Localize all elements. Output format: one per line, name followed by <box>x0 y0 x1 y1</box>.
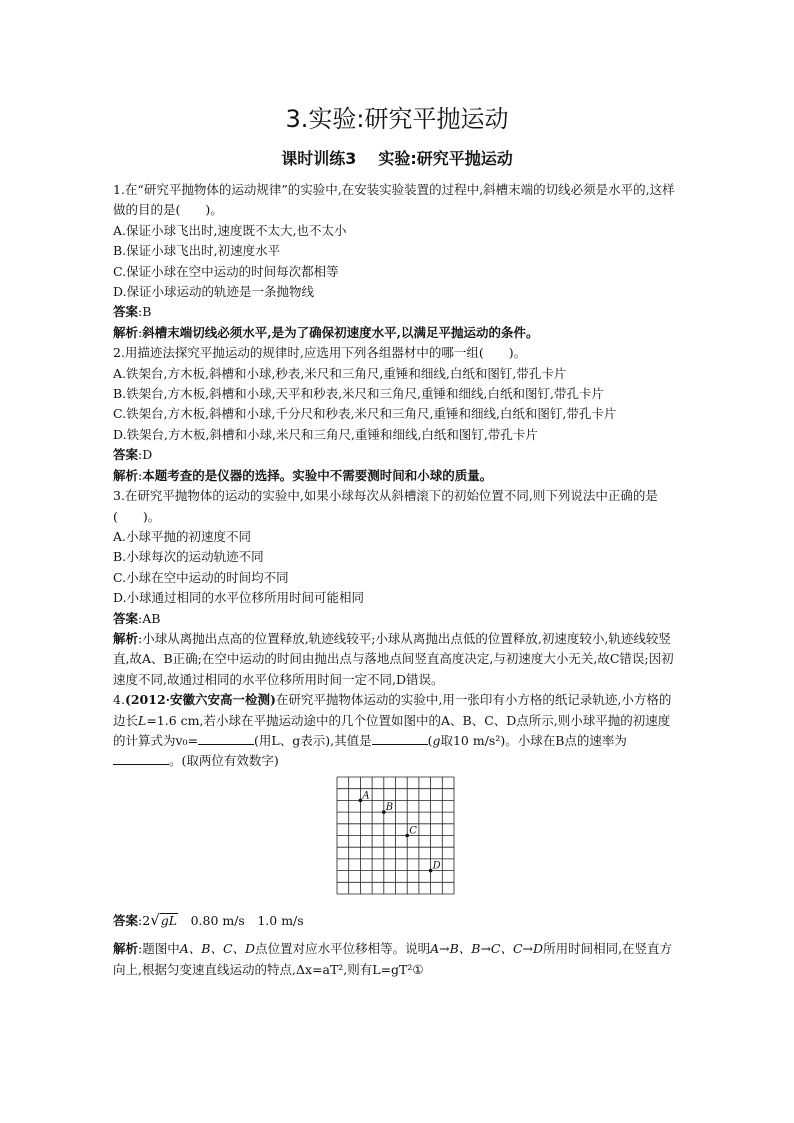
trajectory-points <box>359 790 441 872</box>
grid-lines <box>337 777 454 894</box>
analysis-label: 解析 <box>113 324 139 340</box>
q1-option-a: A.保证小球飞出时,速度既不太大,也不太小 <box>113 222 347 238</box>
q4-blank-value[interactable] <box>372 731 428 745</box>
q1-option-c: C.保证小球在空中运动的时间每次都相等 <box>113 263 339 279</box>
q3-option-b: B.小球每次的运动轨迹不同 <box>113 549 264 565</box>
q4-analysis: 解析:题图中A、B、C、D点位置对应水平位移相等。说明A→B、B→C、C→D所用时间相同,在竖直方向上,根据匀变速直线运动的特点,Δx=aT²,则有L=gT²① <box>113 941 673 977</box>
q2-option-d: D.铁架台,方木板,斜槽和小球,米尺和三角尺,重锤和细线,白纸和图钉,带孔卡片 <box>113 426 538 442</box>
section-subtitle <box>0 148 794 170</box>
q3-stem: 3.在研究平抛物体的运动的实验中,如果小球每次从斜槽滚下的初始位置不同,则下列说法中正确的是( )。 <box>113 488 658 524</box>
q1-answer-value: B <box>142 304 152 320</box>
answer-label: 答案 <box>113 304 139 320</box>
q3-answer: 答案:AB <box>113 610 161 626</box>
answer-label: 答案 <box>113 447 139 463</box>
analysis-label: 解析 <box>113 941 139 957</box>
question-content <box>113 180 681 980</box>
q2-analysis: 解析:本题考查的是仪器的选择。实验中不需要测时间和小球的质量。 <box>113 467 493 483</box>
answer-label: 答案 <box>113 912 139 928</box>
q3-answer-value: AB <box>142 610 161 626</box>
point-label-c: C <box>409 825 417 837</box>
q3-option-a: A.小球平抛的初速度不同 <box>113 528 252 544</box>
point-label-b: B <box>385 801 394 813</box>
q1-analysis: 解析:斜槽末端切线必须水平,是为了确保初速度水平,以满足平抛运动的条件。 <box>113 324 539 340</box>
grid-diagram <box>336 776 459 900</box>
sqrt-gl: gL <box>160 912 178 928</box>
q2-option-a: A.铁架台,方木板,斜槽和小球,秒表,米尺和三角尺,重锤和细线,白纸和图钉,带孔卡片 <box>113 365 567 381</box>
q3-analysis: 解析:小球从离抛出点高的位置释放,轨迹线较平;小球从离抛出点低的位置释放,初速度较小,轨迹线较竖直,故A、B正确;在空中运动的时间由抛出点与落地点间竖直高度决定,与初速度大小无关,故C错误;因初速度不同,故通过相同的水平位移所用时间一定不同,D错误。 <box>113 630 674 687</box>
analysis-label: 解析 <box>113 467 139 483</box>
q4-answer-values: 0.80 m/s 1.0 m/s <box>178 912 304 928</box>
q2-analysis-text: 本题考查的是仪器的选择。实验中不需要测时间和小球的质量。 <box>142 467 493 483</box>
q1-stem: 1.在“研究平抛物体的运动规律”的实验中,在安装实验装置的过程中,斜槽末端的切线必须是水平的,这样做的目的是( )。 <box>113 182 675 218</box>
q3-option-d: D.小球通过相同的水平位移所用时间可能相同 <box>113 590 365 606</box>
q4-stem: 4.(2012·安徽六安高一检测)在研究平抛物体运动的实验中,用一张印有小方格的纸记录轨迹,小方格的边长L=1.6 cm,若小球在平抛运动途中的几个位置如图中的A、B、C、D点所示,则小球平抛的初速度的计算式为v₀= (用L、g表示),其值是 (g取10 m/s²)。小球在B点的速率为。(取两位有效数字) <box>113 692 672 769</box>
answer-label: 答案 <box>113 610 139 626</box>
q4-blank-speed[interactable] <box>113 751 169 765</box>
q1-analysis-text: 斜槽末端切线必须水平,是为了确保初速度水平,以满足平抛运动的条件。 <box>142 324 539 340</box>
q2-answer-value: D <box>142 447 153 463</box>
q1-option-d: D.保证小球运动的轨迹是一条抛物线 <box>113 284 315 300</box>
q2-answer: 答案:D <box>113 447 153 463</box>
q2-stem: 2.用描迹法探究平抛运动的规律时,应选用下列各组器材中的哪一组( )。 <box>113 345 527 361</box>
q1-option-b: B.保证小球飞出时,初速度水平 <box>113 243 281 259</box>
page-title: 3.实验:研究平抛运动 <box>285 105 509 133</box>
q1-answer: 答案:B <box>113 304 152 320</box>
q2-option-c: C.铁架台,方木板,斜槽和小球,千分尺和秒表,米尺和三角尺,重锤和细线,白纸和图钉,带孔卡片 <box>113 406 617 422</box>
q3-analysis-text: 小球从离抛出点高的位置释放,轨迹线较平;小球从离抛出点低的位置释放,初速度较小,轨迹线较竖直,故A、B正确;在空中运动的时间由抛出点与落地点间竖直高度决定,与初速度大小无关,故C错误;因初速度不同,故通过相同的水平位移所用时间一定不同,D错误。 <box>113 630 674 687</box>
q3-option-c: C.小球在空中运动的时间均不同 <box>113 569 289 585</box>
point-label-d: D <box>432 860 441 872</box>
subtitle-right: 实验:研究平抛运动 <box>378 149 513 168</box>
q4-grid-figure <box>113 776 681 904</box>
q4-source: (2012·安徽六安高一检测) <box>124 692 276 708</box>
analysis-label: 解析 <box>113 630 139 646</box>
subtitle-left: 课时训练3 <box>281 149 357 168</box>
q4-blank-formula[interactable] <box>198 731 254 745</box>
point-label-a: A <box>362 790 370 802</box>
q4-answer: 答案:2√gL 0.80 m/s 1.0 m/s <box>113 910 304 929</box>
q2-option-b: B.铁架台,方木板,斜槽和小球,天平和秒表,米尺和三角尺,重锤和细线,白纸和图钉,带孔卡片 <box>113 386 604 402</box>
